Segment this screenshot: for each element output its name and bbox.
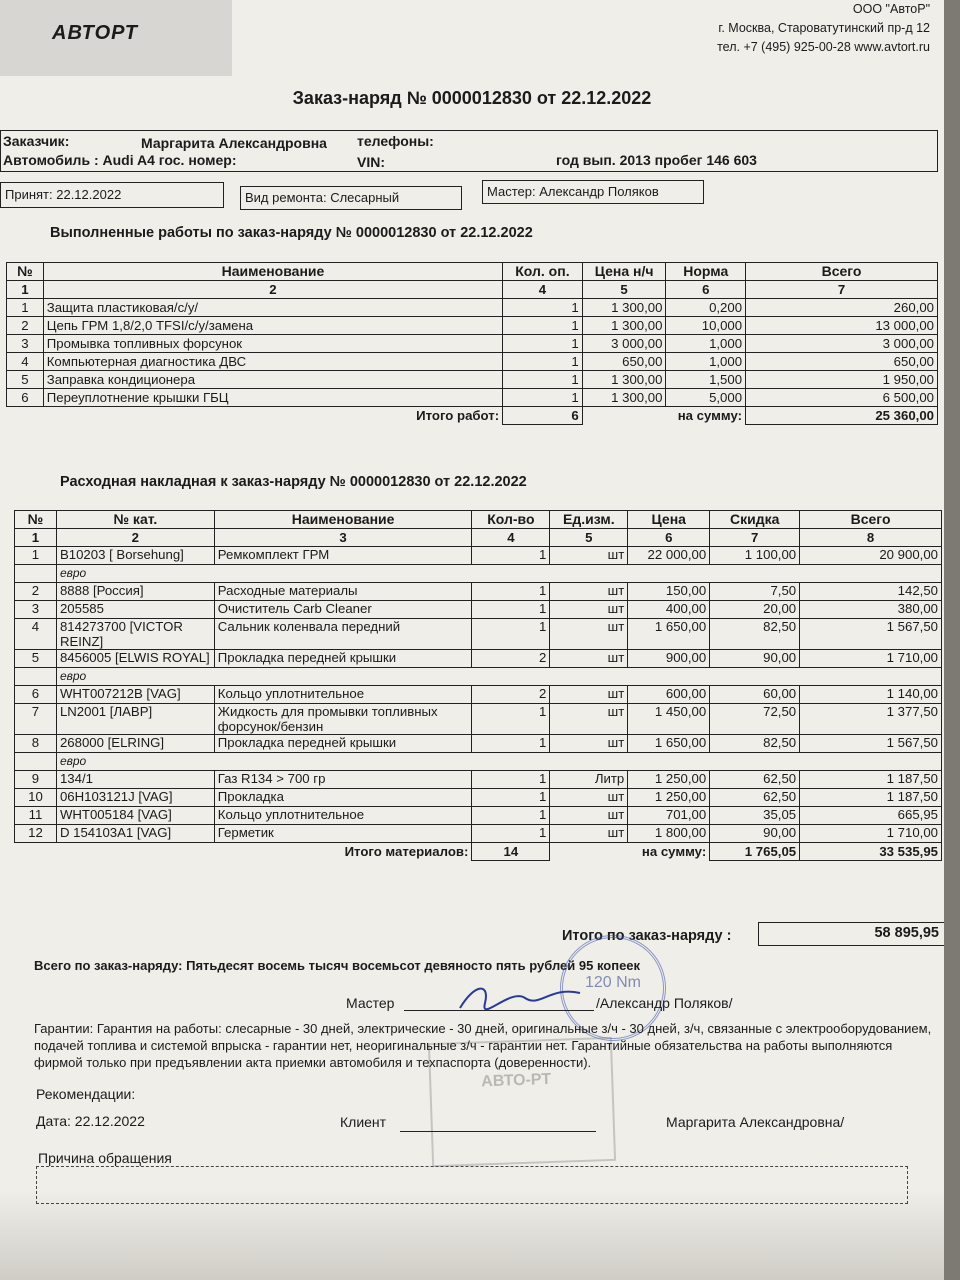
works-cell: Заправка кондиционера xyxy=(43,371,502,389)
works-title: Выполненные работы по заказ-наряду № 0000012830 от 22.12.2022 xyxy=(50,225,533,241)
works-colnum-cell: 4 xyxy=(503,281,583,299)
materials-cell: LN2001 [ЛАВР] xyxy=(56,704,214,735)
materials-cell: 60,00 xyxy=(710,686,800,704)
works-cell: 1,500 xyxy=(666,371,746,389)
materials-cell: 134/1 xyxy=(56,771,214,789)
materials-colnum-cell: 1 xyxy=(15,529,57,547)
materials-cell: 1 187,50 xyxy=(800,789,942,807)
master-meta: Мастер: Александр Поляков xyxy=(487,184,659,199)
works-cell: 1 300,00 xyxy=(582,317,666,335)
table-row xyxy=(15,807,942,825)
materials-cell: 4 xyxy=(15,619,57,650)
works-cell: Переуплотнение крышки ГБЦ xyxy=(43,389,502,407)
works-cell: Цепь ГРМ 1,8/2,0 TFSI/с/у/замена xyxy=(43,317,502,335)
works-cell: Промывка топливных форсунок xyxy=(43,335,502,353)
accepted-box xyxy=(0,182,224,208)
materials-cell: 72,50 xyxy=(710,704,800,735)
materials-cell: 12 xyxy=(15,825,57,843)
materials-cell: 20 900,00 xyxy=(800,547,942,565)
materials-cell: шт xyxy=(550,686,628,704)
materials-cell: Прокладка xyxy=(214,789,472,807)
repair-type-box xyxy=(240,186,462,210)
materials-cell: 1 100,00 xyxy=(710,547,800,565)
materials-cell: 1 xyxy=(15,547,57,565)
accepted-date: Принят: 22.12.2022 xyxy=(5,187,122,202)
works-colnum-cell: 7 xyxy=(746,281,938,299)
company-address: г. Москва, Староватутинский пр-д 12 xyxy=(718,21,930,35)
works-cell: 6 500,00 xyxy=(746,389,938,407)
materials-cell: 1 xyxy=(472,771,550,789)
materials-title: Расходная накладная к заказ-наряду № 0000012830 от 22.12.2022 xyxy=(60,474,527,490)
works-cell: 1 xyxy=(503,335,583,353)
materials-cell: 22 000,00 xyxy=(628,547,710,565)
table-row xyxy=(15,650,942,668)
works-cell: 1 xyxy=(503,389,583,407)
works-cell: 1 xyxy=(503,299,583,317)
materials-note-spacer xyxy=(15,668,57,686)
materials-total-label: Итого материалов: xyxy=(344,844,469,860)
company-info xyxy=(717,0,930,57)
works-total-row xyxy=(7,407,938,425)
works-table xyxy=(6,262,938,425)
table-row xyxy=(15,825,942,843)
master-box xyxy=(482,180,704,204)
table-row xyxy=(7,317,938,335)
materials-note-row xyxy=(15,565,942,583)
car-label: Автомобиль : Audi A4 гос. номер: xyxy=(3,152,237,168)
materials-cell: B10203 [ Borsehung] xyxy=(56,547,214,565)
works-cell: Защита пластиковая/с/у/ xyxy=(43,299,502,317)
materials-cell: Литр xyxy=(550,771,628,789)
page-title: Заказ-наряд № 0000012830 от 22.12.2022 xyxy=(292,88,652,108)
materials-cell: 701,00 xyxy=(628,807,710,825)
phones-label: телефоны: xyxy=(357,133,434,149)
works-cell: 13 000,00 xyxy=(746,317,938,335)
table-row xyxy=(7,299,938,317)
materials-sum-label: на сумму: xyxy=(641,844,707,860)
materials-note-spacer xyxy=(15,753,57,771)
signature xyxy=(455,978,585,1018)
materials-header-cell: № xyxy=(15,511,57,529)
table-row xyxy=(7,335,938,353)
table-row xyxy=(7,353,938,371)
materials-cell: Жидкость для промывки топливных форсунок/бензин xyxy=(214,704,472,735)
works-cell: 2 xyxy=(7,317,44,335)
table-row xyxy=(15,704,942,735)
works-colnum-cell: 2 xyxy=(43,281,502,299)
materials-cell: шт xyxy=(550,650,628,668)
materials-cell: 1 xyxy=(472,547,550,565)
works-cell: 3 000,00 xyxy=(582,335,666,353)
works-total-label: Итого работ: xyxy=(416,408,500,424)
materials-cell: 9 xyxy=(15,771,57,789)
works-cell: 650,00 xyxy=(582,353,666,371)
table-row xyxy=(15,771,942,789)
materials-header-cell: Кол-во xyxy=(472,511,550,529)
materials-cell: Расходные материалы xyxy=(214,583,472,601)
works-cell: 1 950,00 xyxy=(746,371,938,389)
materials-cell: 1 567,50 xyxy=(800,735,942,753)
materials-cell: WHT005184 [VAG] xyxy=(56,807,214,825)
materials-cell: 142,50 xyxy=(800,583,942,601)
works-cell: 1,000 xyxy=(666,335,746,353)
table-row xyxy=(15,789,942,807)
customer-name: Маргарита Александровна xyxy=(141,135,327,151)
materials-cell: 8 xyxy=(15,735,57,753)
materials-cell: 1 250,00 xyxy=(628,789,710,807)
works-cell: 3 xyxy=(7,335,44,353)
materials-header-cell: № кат. xyxy=(56,511,214,529)
materials-cell: 82,50 xyxy=(710,735,800,753)
materials-cell: 1 xyxy=(472,619,550,650)
table-row xyxy=(15,601,942,619)
stamp-text: АВТО-РТ xyxy=(480,1070,552,1091)
company-name: ООО "АвтоР" xyxy=(852,2,930,16)
materials-cell: 62,50 xyxy=(710,789,800,807)
materials-cell: 7,50 xyxy=(710,583,800,601)
works-cell: 1 300,00 xyxy=(582,371,666,389)
works-cell: 6 xyxy=(7,389,44,407)
works-cell: 1 xyxy=(503,317,583,335)
materials-cell: 1 xyxy=(472,601,550,619)
materials-cell: 400,00 xyxy=(628,601,710,619)
reason-box xyxy=(36,1166,908,1204)
materials-cell: 90,00 xyxy=(710,650,800,668)
works-cell: 5 xyxy=(7,371,44,389)
master-sign-name: /Александр Поляков/ xyxy=(596,995,733,1011)
grand-total-value: 58 895,95 xyxy=(874,925,939,941)
table-row xyxy=(7,389,938,407)
materials-cell: 1 377,50 xyxy=(800,704,942,735)
works-cell: 3 000,00 xyxy=(746,335,938,353)
materials-colnum-cell: 5 xyxy=(550,529,628,547)
materials-cell: Ремкомплект ГРМ xyxy=(214,547,472,565)
table-row xyxy=(15,735,942,753)
works-cell: 1 300,00 xyxy=(582,389,666,407)
works-cell: 260,00 xyxy=(746,299,938,317)
materials-cell: 62,50 xyxy=(710,771,800,789)
works-colnum-cell: 1 xyxy=(7,281,44,299)
customer-label: Заказчик: xyxy=(3,133,70,149)
works-sum-value: 25 360,00 xyxy=(746,407,938,425)
materials-cell: 90,00 xyxy=(710,825,800,843)
client-sign-line xyxy=(400,1131,596,1132)
total-in-words: Всего по заказ-наряду: Пятьдесят восемь тысяч восемьсот девяносто пять рублей 95 копеек xyxy=(34,958,641,973)
materials-cell: 1 xyxy=(472,789,550,807)
materials-cell: шт xyxy=(550,807,628,825)
table-row xyxy=(7,371,938,389)
materials-cell: 1 650,00 xyxy=(628,619,710,650)
materials-cell: 2 xyxy=(472,686,550,704)
works-cell: 1 300,00 xyxy=(582,299,666,317)
vin-label: VIN: xyxy=(357,154,385,170)
recommendations-label: Рекомендации: xyxy=(36,1086,136,1102)
table-row xyxy=(15,619,942,650)
materials-discount-total: 1 765,05 xyxy=(710,843,800,861)
works-cell: Компьютерная диагностика ДВС xyxy=(43,353,502,371)
works-cell: 650,00 xyxy=(746,353,938,371)
works-header-cell: Норма xyxy=(666,263,746,281)
materials-cell: 82,50 xyxy=(710,619,800,650)
materials-cell: шт xyxy=(550,789,628,807)
master-sign-label: Мастер xyxy=(346,995,395,1011)
table-row xyxy=(15,547,942,565)
materials-cell: 1 450,00 xyxy=(628,704,710,735)
materials-cell: WHT007212B [VAG] xyxy=(56,686,214,704)
materials-total-count: 14 xyxy=(472,843,550,861)
works-colnum-cell: 5 xyxy=(582,281,666,299)
materials-cell: 1 xyxy=(472,704,550,735)
materials-note: евро xyxy=(56,753,941,771)
materials-cell: шт xyxy=(550,601,628,619)
materials-cell: шт xyxy=(550,583,628,601)
materials-cell: 1 187,50 xyxy=(800,771,942,789)
materials-cell: Кольцо уплотнительное xyxy=(214,807,472,825)
works-cell: 1 xyxy=(503,371,583,389)
materials-cell: 2 xyxy=(472,650,550,668)
materials-colnum-cell: 8 xyxy=(800,529,942,547)
materials-cell: 6 xyxy=(15,686,57,704)
materials-cell: 1 650,00 xyxy=(628,735,710,753)
works-header-cell: Всего xyxy=(746,263,938,281)
materials-colnum-cell: 6 xyxy=(628,529,710,547)
year-mileage: год вып. 2013 пробег 146 603 xyxy=(556,152,757,168)
materials-cell: 5 xyxy=(15,650,57,668)
works-cell: 10,000 xyxy=(666,317,746,335)
materials-cell: D 154103A1 [VAG] xyxy=(56,825,214,843)
grand-total-label: Итого по заказ-наряду : xyxy=(562,928,732,944)
works-header-cell: Цена н/ч xyxy=(582,263,666,281)
materials-header-cell: Скидка xyxy=(710,511,800,529)
materials-cell: 2 xyxy=(15,583,57,601)
materials-cell: Сальник коленвала передний xyxy=(214,619,472,650)
materials-cell: Газ R134 > 700 гр xyxy=(214,771,472,789)
works-cell: 5,000 xyxy=(666,389,746,407)
materials-cell: 268000 [ELRING] xyxy=(56,735,214,753)
materials-header-row xyxy=(15,511,942,529)
materials-cell: Прокладка передней крышки xyxy=(214,735,472,753)
materials-cell: 1 xyxy=(472,807,550,825)
materials-cell: 1 800,00 xyxy=(628,825,710,843)
grand-total-box xyxy=(758,922,944,946)
materials-cell: 1 xyxy=(472,825,550,843)
materials-cell: шт xyxy=(550,825,628,843)
works-colnum-row xyxy=(7,281,938,299)
materials-cell: 20,00 xyxy=(710,601,800,619)
materials-cell: 1 xyxy=(472,735,550,753)
materials-table xyxy=(14,510,942,861)
materials-cell: 06H103121J [VAG] xyxy=(56,789,214,807)
materials-cell: 150,00 xyxy=(628,583,710,601)
works-header-cell: Кол. оп. xyxy=(503,263,583,281)
materials-colnum-cell: 7 xyxy=(710,529,800,547)
materials-header-cell: Наименование xyxy=(214,511,472,529)
customer-block xyxy=(0,130,938,172)
reason-label: Причина обращения xyxy=(38,1150,172,1166)
materials-cell: Кольцо уплотнительное xyxy=(214,686,472,704)
logo xyxy=(0,0,232,76)
materials-note-spacer xyxy=(15,565,57,583)
materials-colnum-cell: 4 xyxy=(472,529,550,547)
table-row xyxy=(15,686,942,704)
materials-colnum-cell: 2 xyxy=(56,529,214,547)
materials-note-row xyxy=(15,753,942,771)
materials-cell: 1 250,00 xyxy=(628,771,710,789)
materials-cell: 1 710,00 xyxy=(800,650,942,668)
works-total-count: 6 xyxy=(503,407,583,425)
materials-note: евро xyxy=(56,565,941,583)
materials-note-row xyxy=(15,668,942,686)
works-header-cell: Наименование xyxy=(43,263,502,281)
company-contacts: тел. +7 (495) 925-00-28 www.avtort.ru xyxy=(717,40,930,54)
document-date: Дата: 22.12.2022 xyxy=(36,1113,145,1129)
materials-cell: 900,00 xyxy=(628,650,710,668)
client-sign-label: Клиент xyxy=(340,1114,387,1130)
materials-cell: 1 xyxy=(472,583,550,601)
materials-header-cell: Ед.изм. xyxy=(550,511,628,529)
materials-cell: 1 567,50 xyxy=(800,619,942,650)
materials-header-cell: Цена xyxy=(628,511,710,529)
materials-cell: Герметик xyxy=(214,825,472,843)
repair-type: Вид ремонта: Слесарный xyxy=(245,190,400,205)
materials-cell: 8888 [Россия] xyxy=(56,583,214,601)
warranty-text: Гарантии: Гарантия на работы: слесарные - 30 дней, электрические - 30 дней, оригинальные з/ч - 30 дней, з/ч, связанные с электрооборудованием, подачей топлива и системой впрыска - гарантии нет, неоригинальные з/ч - гарантии нет. Гарантийные обязательства на работы выполняются фирмой только при предъявлении акта приемки автомобиля и техпаспорта (доверенности). xyxy=(34,1021,932,1070)
materials-note: евро xyxy=(56,668,941,686)
materials-colnum-row xyxy=(15,529,942,547)
materials-cell: Очиститель Carb Cleaner xyxy=(214,601,472,619)
materials-cell: шт xyxy=(550,704,628,735)
works-cell: 0,200 xyxy=(666,299,746,317)
materials-cell: 600,00 xyxy=(628,686,710,704)
logo-text: АВТОРТ xyxy=(52,22,138,44)
materials-cell: 814273700 [VICTOR REINZ] xyxy=(56,619,214,650)
materials-cell: 665,95 xyxy=(800,807,942,825)
stamp-torque: 120 Nm xyxy=(584,974,642,991)
materials-sum-value: 33 535,95 xyxy=(800,843,942,861)
works-cell: 1 xyxy=(7,299,44,317)
materials-cell: 10 xyxy=(15,789,57,807)
materials-cell: 1 140,00 xyxy=(800,686,942,704)
materials-cell: 8456005 [ELWIS ROYAL] xyxy=(56,650,214,668)
works-header-row xyxy=(7,263,938,281)
works-cell: 4 xyxy=(7,353,44,371)
works-header-cell: № xyxy=(7,263,44,281)
works-cell: 1,000 xyxy=(666,353,746,371)
materials-colnum-cell: 3 xyxy=(214,529,472,547)
materials-cell: шт xyxy=(550,619,628,650)
client-sign-name: Маргарита Александровна/ xyxy=(666,1114,845,1130)
works-cell: 1 xyxy=(503,353,583,371)
materials-cell: шт xyxy=(550,735,628,753)
materials-cell: 3 xyxy=(15,601,57,619)
materials-cell: 7 xyxy=(15,704,57,735)
materials-cell: 380,00 xyxy=(800,601,942,619)
materials-cell: шт xyxy=(550,547,628,565)
materials-header-cell: Всего xyxy=(800,511,942,529)
materials-cell: 11 xyxy=(15,807,57,825)
works-sum-label: на сумму: xyxy=(677,408,743,424)
materials-cell: 1 710,00 xyxy=(800,825,942,843)
materials-cell: 35,05 xyxy=(710,807,800,825)
table-row xyxy=(15,583,942,601)
materials-cell: Прокладка передней крышки xyxy=(214,650,472,668)
materials-total-row xyxy=(15,843,942,861)
materials-cell: 205585 xyxy=(56,601,214,619)
works-colnum-cell: 6 xyxy=(666,281,746,299)
